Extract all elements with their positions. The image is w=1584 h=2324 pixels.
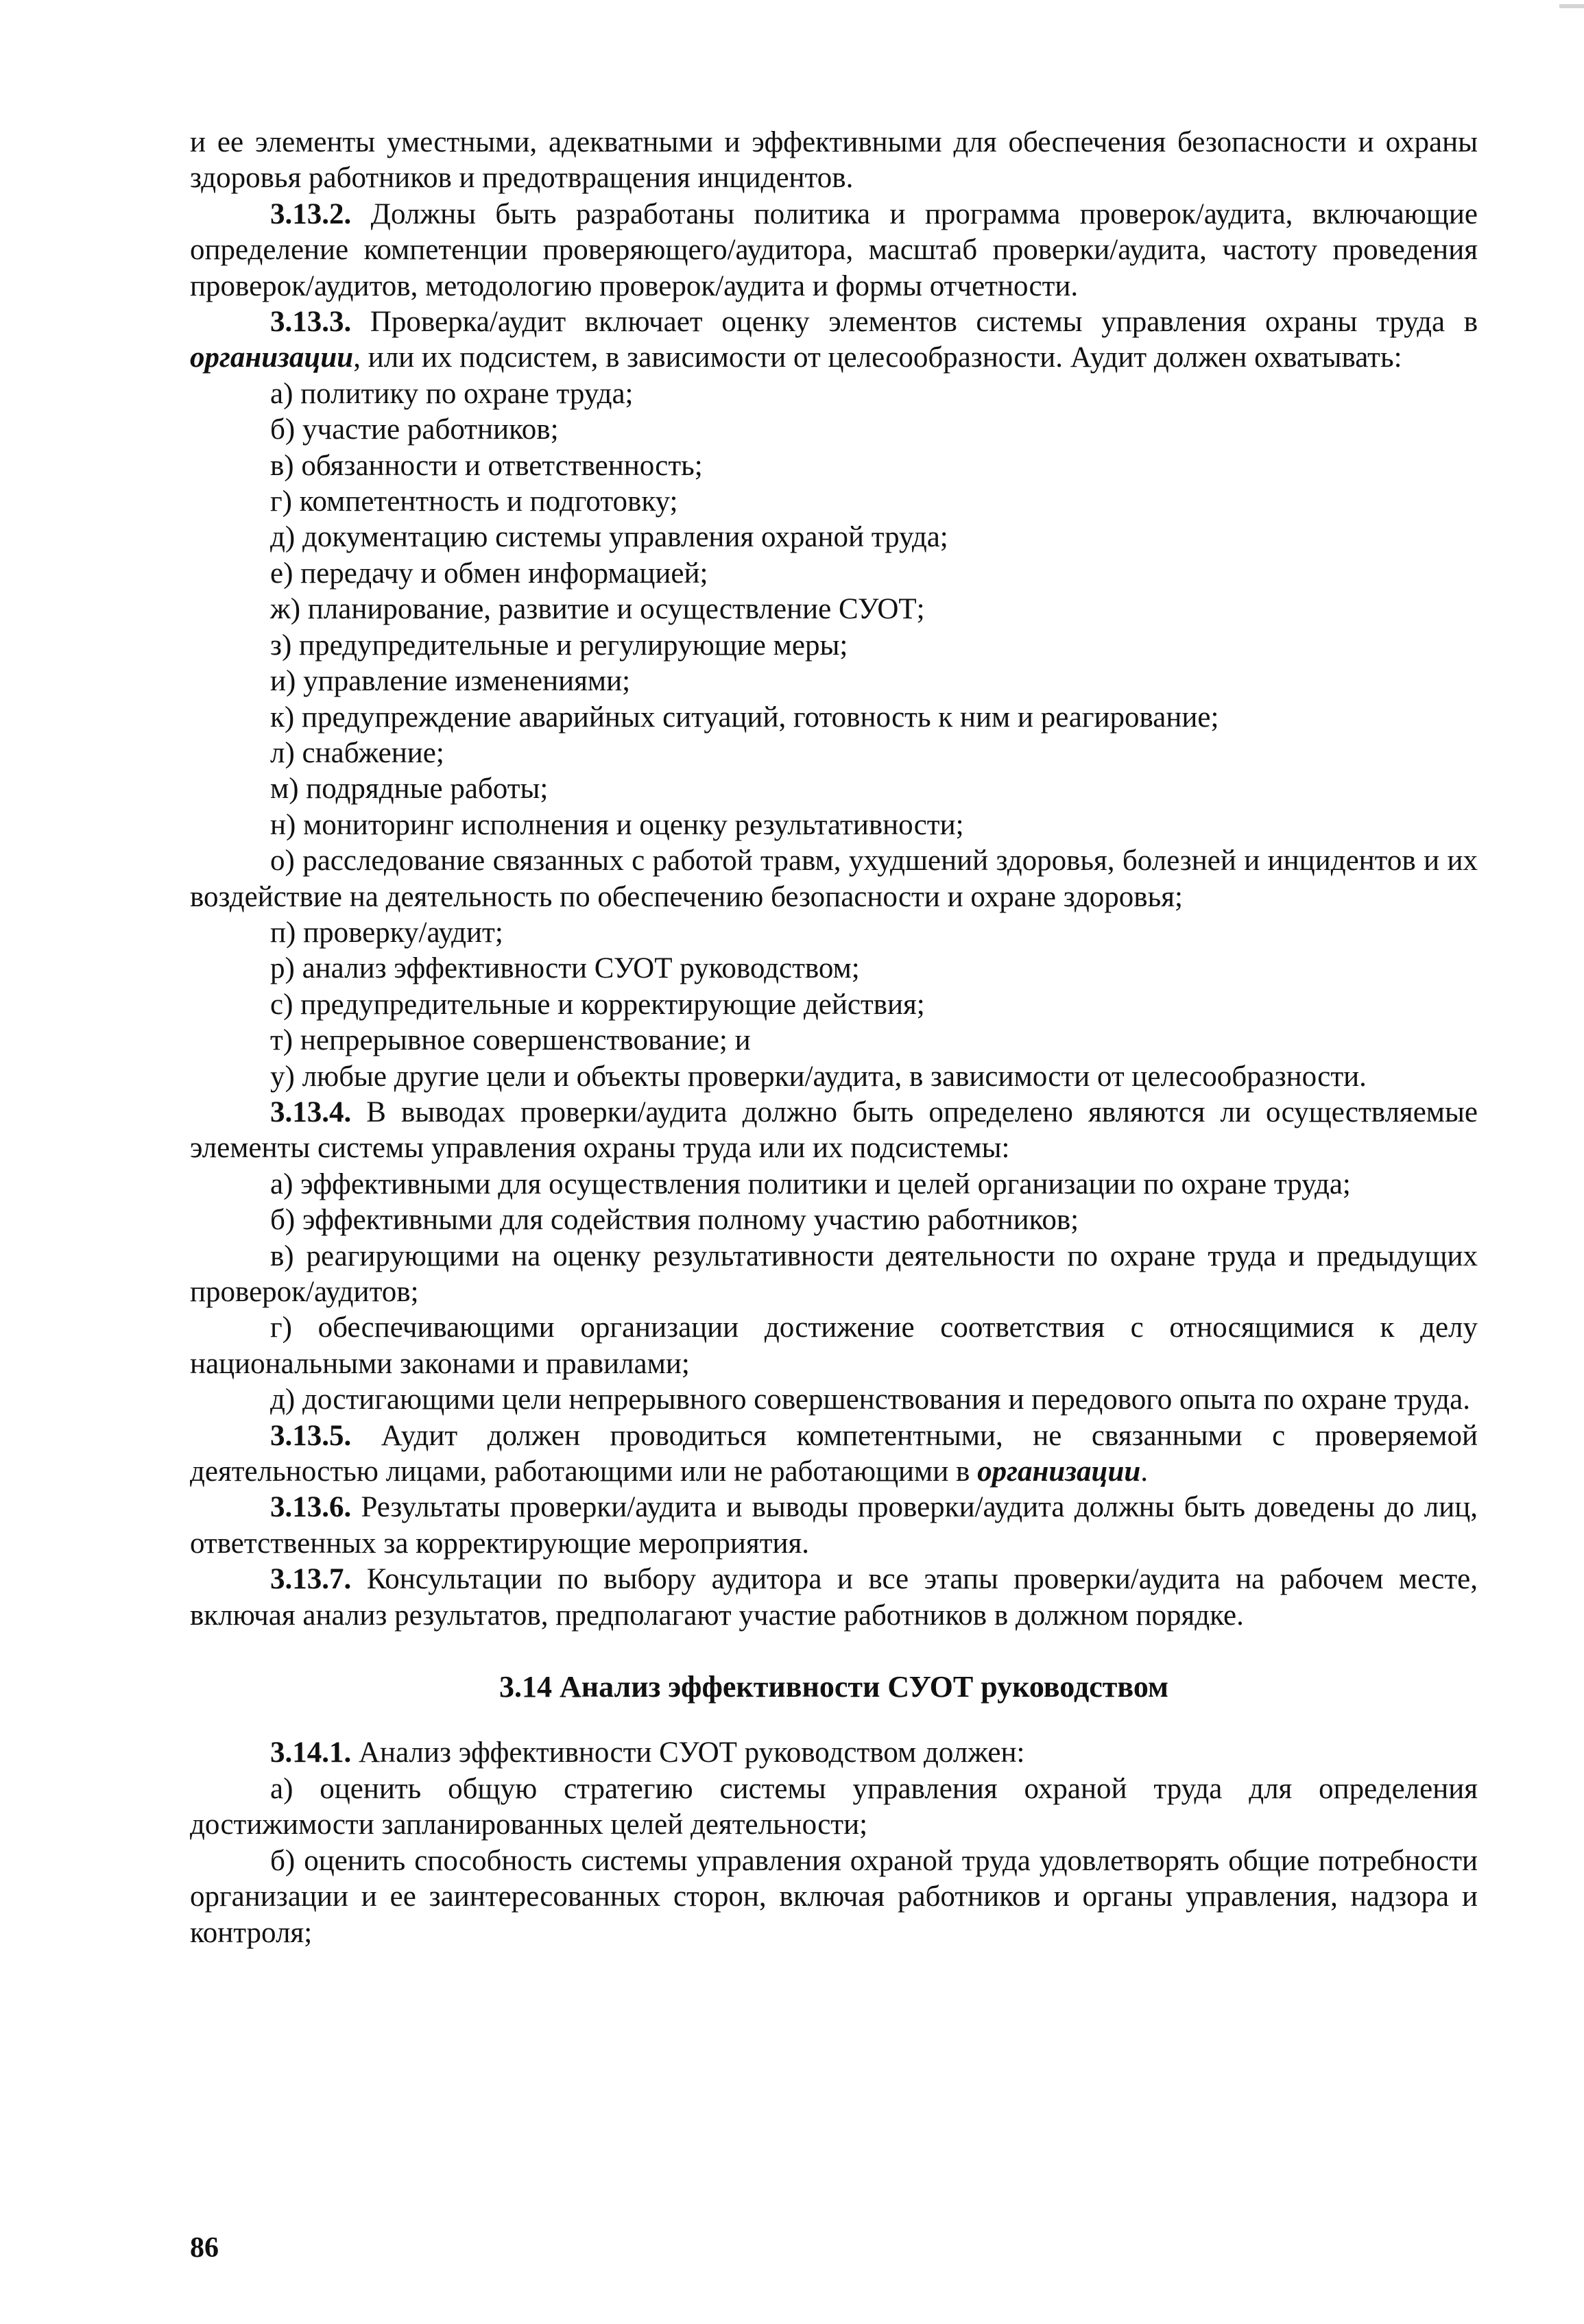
paragraph-3-13-6: [190, 1490, 1478, 1562]
paragraph-3-13-2: [190, 197, 1478, 304]
list-item: и) управление изменениями;: [270, 665, 631, 698]
paragraph-3-13-3: [190, 304, 1478, 376]
clause-text: Анализ эффективности СУОТ руководством должен:: [351, 1736, 1025, 1769]
list-item: в) обязанности и ответственность;: [270, 449, 703, 482]
emphasis-term: организации: [977, 1455, 1141, 1488]
list-item: у) любые другие цели и объекты проверки/аудита, в зависимости от целесообразности.: [270, 1060, 1367, 1093]
list-item: к) предупреждение аварийных ситуаций, готовность к ним и реагирование;: [270, 701, 1219, 734]
clause-text: Проверка/аудит включает оценку элементов системы управления охраны труда в: [351, 306, 1478, 339]
list-item: б) эффективными для содействия полному участию работников;: [270, 1204, 1079, 1237]
list-item: г) компетентность и подготовку;: [270, 485, 678, 518]
list-item: з) предупредительные и регулирующие меры;: [270, 629, 848, 662]
section-heading: 3.14 Анализ эффективности СУОТ руководством: [499, 1670, 1168, 1704]
list-item: ж) планирование, развитие и осуществление СУОТ;: [270, 593, 925, 626]
paragraph-3-13-7: [190, 1562, 1478, 1634]
list-item: о) расследование связанных с работой травм, ухудшений здоровья, болезней и инцидентов и их воздействие на деятельность по обеспечению безопасности и охране здоровья;: [190, 845, 1478, 913]
clause-number: 3.13.5.: [270, 1419, 352, 1452]
list-item: а) оценить общую стратегию системы управления охраной труда для определения достижимости запланированных целей деятельности;: [190, 1772, 1478, 1841]
emphasis-term: организации: [190, 341, 354, 374]
scan-edge-mark: [1559, 4, 1584, 8]
clause-text: Должны быть разработаны политика и программа проверок/аудита, включающие определение компетенции проверяющего/аудитора, масштаб проверки/аудита, частоту проведения проверок/аудитов, методологию проверок/аудита и формы отчетности.: [190, 197, 1478, 302]
list-item: р) анализ эффективности СУОТ руководством;: [270, 952, 860, 985]
paragraph-3-13-5: [190, 1418, 1478, 1490]
list-item: г) обеспечивающими организации достижение соответствия с относящимися к делу национальными законами и правилами;: [190, 1311, 1478, 1380]
clause-text: В выводах проверки/аудита должно быть определено являются ли осуществляемые элементы системы управления охраны труда или их подсистемы:: [190, 1096, 1478, 1165]
list-item: н) мониторинг исполнения и оценку результативности;: [270, 808, 964, 841]
clause-number: 3.13.6.: [270, 1491, 352, 1524]
list-item: б) участие работников;: [270, 413, 559, 446]
clause-text: Консультации по выбору аудитора и все этапы проверки/аудита на рабочем месте, включая анализ результатов, предполагают участие работников в должном порядке.: [190, 1563, 1478, 1632]
clause-text: Результаты проверки/аудита и выводы проверки/аудита должны быть доведены до лиц, ответственных за корректирующие мероприятия.: [190, 1491, 1478, 1560]
clause-number: 3.13.2.: [270, 197, 352, 230]
list-item: д) документацию системы управления охраной труда;: [270, 521, 948, 554]
list-item: а) политику по охране труда;: [270, 377, 634, 410]
clause-number: 3.13.7.: [270, 1563, 352, 1596]
list-item: м) подрядные работы;: [270, 773, 549, 806]
list-item: с) предупредительные и корректирующие действия;: [270, 988, 925, 1021]
paragraph-3-14-1: [190, 1735, 1478, 1771]
paragraph-3-13-4: [190, 1095, 1478, 1167]
list-item: е) передачу и обмен информацией;: [270, 557, 708, 590]
clause-text: Аудит должен проводиться компетентными, не связанными с проверяемой деятельностью лицами, работающими или не работающими в: [190, 1419, 1478, 1488]
list-item: б) оценить способность системы управления охраной труда удовлетворять общие потребности организации и ее заинтересованных сторон, включая работников и органы управления, надзора и контроля;: [190, 1844, 1478, 1949]
list-item: в) реагирующими на оценку результативности деятельности по охране труда и предыдущих проверок/аудитов;: [190, 1239, 1478, 1308]
document-body: [190, 125, 1478, 1951]
clause-number: 3.13.4.: [270, 1096, 352, 1128]
clause-number: 3.13.3.: [270, 306, 352, 339]
list-item: а) эффективными для осуществления политики и целей организации по охране труда;: [270, 1167, 1351, 1200]
page-number: 86: [190, 2232, 219, 2264]
clause-text: .: [1140, 1455, 1149, 1488]
list-item: д) достигающими цели непрерывного совершенствования и передового опыта по охране труда.: [270, 1383, 1470, 1416]
paragraph: и ее элементы уместными, адекватными и эффективными для обеспечения безопасности и охраны здоровья работников и предотвращения инцидентов.: [190, 126, 1478, 195]
clause-number: 3.14.1.: [270, 1736, 352, 1769]
list-item: л) снабжение;: [270, 736, 444, 769]
clause-text: , или их подсистем, в зависимости от целесообразности. Аудит должен охватывать:: [353, 341, 1402, 374]
list-item: п) проверку/аудит;: [270, 916, 503, 949]
list-item: т) непрерывное совершенствование; и: [270, 1024, 751, 1057]
